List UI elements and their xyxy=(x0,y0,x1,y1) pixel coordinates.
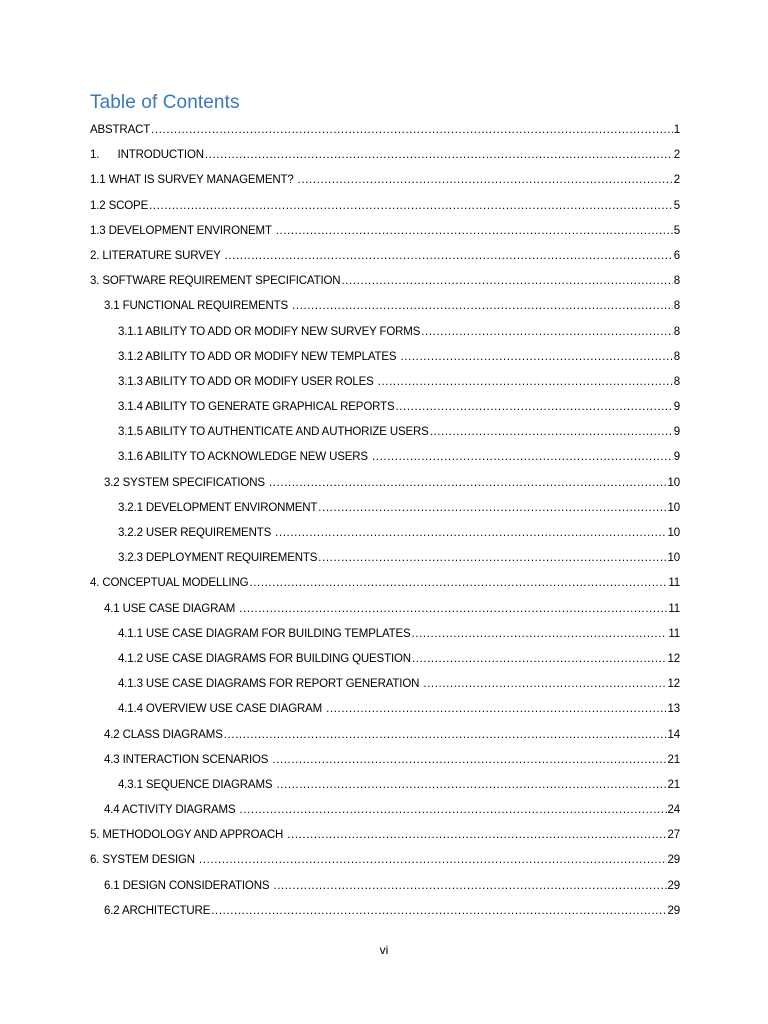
toc-entry[interactable] xyxy=(90,546,680,571)
toc-entry-label: 6.2 ARCHITECTURE xyxy=(104,904,211,917)
toc-entry-label: 3.2.1 DEVELOPMENT ENVIRONMENT xyxy=(118,501,318,514)
toc-entry-label: 5. METHODOLOGY AND APPROACH xyxy=(90,829,287,842)
toc-entry-page-number: 2 xyxy=(673,149,680,162)
dot-leader xyxy=(224,725,667,745)
toc-entry-page-number: 12 xyxy=(667,652,680,665)
toc-entry[interactable] xyxy=(90,219,680,244)
toc-entry-page-number: 29 xyxy=(667,904,680,917)
toc-entry-page-number: 11 xyxy=(668,627,680,640)
toc-entry-label: 4. CONCEPTUAL MODELLING xyxy=(90,577,249,590)
toc-entry[interactable] xyxy=(90,597,680,622)
dot-leader xyxy=(225,246,673,266)
toc-entry[interactable] xyxy=(90,320,680,345)
toc-entry-label: 6.1 DESIGN CONSIDERATIONS xyxy=(104,879,273,892)
toc-entry-label: 4.1.4 OVERVIEW USE CASE DIAGRAM xyxy=(118,703,326,716)
toc-entry-label: 4.1 USE CASE DIAGRAM xyxy=(104,602,239,615)
toc-entry-label: 2. LITERATURE SURVEY xyxy=(90,249,224,262)
toc-entry[interactable] xyxy=(90,723,680,748)
toc-entry-label: 3.1.6 ABILITY TO ACKNOWLEDGE NEW USERS xyxy=(118,451,371,464)
toc-entry-page-number: 8 xyxy=(673,375,680,388)
toc-entry-label: ABSTRACT xyxy=(90,124,151,136)
toc-entry[interactable] xyxy=(90,874,680,899)
toc-entry-page-number: 11 xyxy=(668,577,680,590)
toc-entry[interactable] xyxy=(90,345,680,370)
toc-entry-label: 1.1 WHAT IS SURVEY MANAGEMENT? xyxy=(90,174,297,187)
toc-entry-page-number: 10 xyxy=(667,476,680,489)
toc-entry-page-number: 8 xyxy=(673,325,680,338)
dot-leader xyxy=(272,750,666,770)
toc-entry-label: 4.3.1 SEQUENCE DIAGRAMS xyxy=(118,778,276,791)
toc-entry[interactable] xyxy=(90,471,680,496)
dot-leader xyxy=(318,548,666,568)
dot-leader xyxy=(149,196,673,216)
dot-leader xyxy=(292,296,673,316)
toc-entry-page-number: 21 xyxy=(667,778,680,791)
toc-entry-page-number: 10 xyxy=(667,501,680,514)
toc-entry-label: 3. SOFTWARE REQUIREMENT SPECIFICATION xyxy=(90,275,341,288)
toc-entry[interactable] xyxy=(90,798,680,823)
toc-entry[interactable] xyxy=(90,168,680,193)
dot-leader xyxy=(298,170,673,190)
dot-leader xyxy=(318,498,666,518)
dot-leader xyxy=(421,322,672,342)
toc-entry-label: 3.1 FUNCTIONAL REQUIREMENTS xyxy=(104,300,292,313)
toc-entry[interactable] xyxy=(90,370,680,395)
toc-entry-label: 3.2.2 USER REQUIREMENTS xyxy=(118,527,275,539)
toc-entry-label: 4.1.2 USE CASE DIAGRAMS FOR BUILDING QUESTION xyxy=(118,652,411,665)
dot-leader xyxy=(240,800,667,820)
toc-entry[interactable] xyxy=(90,496,680,521)
toc-entry-page-number: 24 xyxy=(667,804,680,817)
toc-entry-page-number: 9 xyxy=(673,426,680,439)
dot-leader xyxy=(372,447,673,467)
dot-leader xyxy=(199,850,666,870)
toc-entry[interactable] xyxy=(90,244,680,269)
toc-entry[interactable] xyxy=(90,622,680,647)
dot-leader xyxy=(205,145,673,165)
toc-entry-label: 4.2 CLASS DIAGRAMS xyxy=(104,728,223,741)
toc-entry[interactable] xyxy=(90,672,680,697)
toc-entry-page-number: 11 xyxy=(668,602,680,615)
dot-leader xyxy=(239,599,667,619)
toc-title: Table of Contents xyxy=(90,92,240,113)
toc-list xyxy=(90,118,680,924)
toc-entry-page-number: 29 xyxy=(667,854,680,867)
toc-entry-label: 3.1.3 ABILITY TO ADD OR MODIFY USER ROLES xyxy=(118,375,377,388)
toc-entry[interactable] xyxy=(90,647,680,672)
toc-entry[interactable] xyxy=(90,294,680,319)
dot-leader xyxy=(412,649,667,669)
dot-leader xyxy=(249,573,667,593)
toc-entry[interactable] xyxy=(90,848,680,873)
toc-entry-page-number: 10 xyxy=(667,527,680,539)
toc-entry-page-number: 10 xyxy=(667,552,680,565)
toc-entry-page-number: 12 xyxy=(667,678,680,691)
toc-entry-page-number: 8 xyxy=(673,300,680,313)
toc-entry[interactable] xyxy=(90,420,680,445)
toc-entry-page-number: 1 xyxy=(673,124,680,136)
toc-entry[interactable] xyxy=(90,118,680,143)
dot-leader xyxy=(275,523,666,543)
toc-entry-label: 3.1.5 ABILITY TO AUTHENTICATE AND AUTHORIZE USERS xyxy=(118,426,429,439)
dot-leader xyxy=(151,120,673,140)
toc-entry-label: 3.2 SYSTEM SPECIFICATIONS xyxy=(104,476,268,489)
toc-entry-page-number: 13 xyxy=(667,703,680,716)
dot-leader xyxy=(276,221,673,241)
toc-entry-page-number: 27 xyxy=(667,829,680,842)
dot-leader xyxy=(341,271,672,291)
toc-entry[interactable] xyxy=(90,445,680,470)
dot-leader xyxy=(395,397,672,417)
toc-entry-label: 1. INTRODUCTION xyxy=(90,149,204,162)
toc-entry[interactable] xyxy=(90,748,680,773)
toc-entry[interactable] xyxy=(90,395,680,420)
dot-leader xyxy=(273,876,666,896)
toc-entry-page-number: 8 xyxy=(673,350,680,363)
toc-entry-label: 3.1.2 ABILITY TO ADD OR MODIFY NEW TEMPLATES xyxy=(118,350,400,363)
dot-leader xyxy=(378,372,673,392)
dot-leader xyxy=(269,473,667,493)
dot-leader xyxy=(211,901,666,921)
dot-leader xyxy=(430,422,673,442)
toc-entry[interactable] xyxy=(90,773,680,798)
toc-entry[interactable] xyxy=(90,899,680,924)
toc-entry[interactable] xyxy=(90,194,680,219)
toc-entry-label: 6. SYSTEM DESIGN xyxy=(90,854,199,867)
toc-entry-label: 1.2 SCOPE xyxy=(90,199,149,212)
dot-leader xyxy=(400,347,672,367)
toc-entry-page-number: 14 xyxy=(667,728,680,741)
toc-entry-page-number: 5 xyxy=(673,199,680,212)
toc-entry[interactable] xyxy=(90,521,680,546)
toc-entry-page-number: 9 xyxy=(673,401,680,414)
toc-entry-label: 4.1.1 USE CASE DIAGRAM FOR BUILDING TEMPLATES xyxy=(118,627,411,640)
toc-entry-page-number: 5 xyxy=(673,224,680,237)
dot-leader xyxy=(287,825,666,845)
toc-entry-page-number: 9 xyxy=(673,451,680,464)
page-number: vi xyxy=(379,943,389,957)
toc-entry-label: 4.3 INTERACTION SCENARIOS xyxy=(104,753,272,766)
toc-entry[interactable] xyxy=(90,571,680,596)
toc-entry-page-number: 2 xyxy=(673,174,680,187)
toc-entry[interactable] xyxy=(90,823,680,848)
dot-leader xyxy=(412,624,668,644)
dot-leader xyxy=(276,775,666,795)
toc-entry[interactable] xyxy=(90,269,680,294)
toc-entry-page-number: 6 xyxy=(673,249,680,262)
toc-entry-page-number: 21 xyxy=(667,753,680,766)
toc-entry-label: 3.1.1 ABILITY TO ADD OR MODIFY NEW SURVEY FORMS xyxy=(118,325,421,338)
toc-entry-label: 4.4 ACTIVITY DIAGRAMS xyxy=(104,804,239,817)
dot-leader xyxy=(423,674,666,694)
dot-leader xyxy=(326,699,666,719)
toc-entry-label: 4.1.3 USE CASE DIAGRAMS FOR REPORT GENERATION xyxy=(118,678,423,691)
toc-entry-page-number: 8 xyxy=(673,275,680,288)
toc-entry[interactable] xyxy=(90,697,680,722)
toc-entry[interactable] xyxy=(90,143,680,168)
toc-entry-label: 3.2.3 DEPLOYMENT REQUIREMENTS xyxy=(118,552,318,565)
toc-entry-page-number: 29 xyxy=(667,879,680,892)
toc-entry-label: 3.1.4 ABILITY TO GENERATE GRAPHICAL REPORTS xyxy=(118,401,395,414)
toc-entry-label: 1.3 DEVELOPMENT ENVIRONEMT xyxy=(90,224,275,237)
